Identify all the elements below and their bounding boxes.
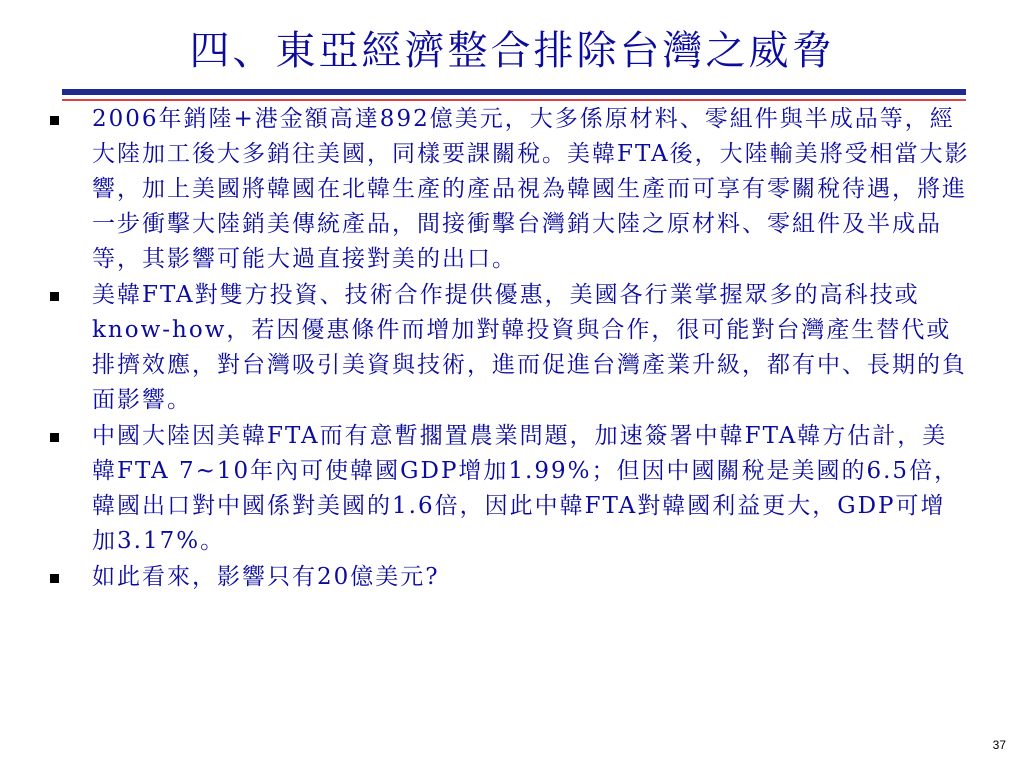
slide-title: 四、東亞經濟整合排除台灣之威脅 <box>189 28 835 74</box>
bullet-item <box>50 419 970 559</box>
bullet-item <box>50 560 970 595</box>
title-divider-thin <box>62 99 966 101</box>
square-bullet-icon <box>50 116 59 125</box>
bullet-text: 美韓FTA對雙方投資、技術合作提供優惠，美國各行業掌握眾多的高科技或know-how，若因優惠條件而增加對韓投資與合作，很可能對台灣產生替代或排擠效應，對台灣吸引美資與技術，進而促進台灣產業升級，都有中、長期的負面影響。 <box>92 282 967 413</box>
title-divider-thick <box>62 89 966 95</box>
bullet-text: 2006年銷陸+港金額高達892億美元，大多係原材料、零組件與半成品等，經大陸加工後大多銷往美國，同樣要課關稅。美韓FTA後，大陸輸美將受相當大影響，加上美國將韓國在北韓生產的產品視為韓國生產而可享有零關稅待遇，將進一步衝擊大陸銷美傳統產品，間接衝擊台灣銷大陸之原材料、零組件及半成品等，其影響可能大過直接對美的出口。 <box>92 106 970 272</box>
bullet-text: 中國大陸因美韓FTA而有意暫擱置農業問題，加速簽署中韓FTA韓方估計，美韓FTA 7~10年內可使韓國GDP增加1.99%；但因中國關稅是美國的6.5倍，韓國出口對中國係對美國的1.6倍，因此中韓FTA對韓國利益更大，GDP可增加3.17%。 <box>92 423 960 554</box>
bullet-item <box>50 102 970 277</box>
bullet-text: 如此看來，影響只有20億美元? <box>92 564 440 590</box>
page-number: 37 <box>992 738 1006 752</box>
bullet-list <box>50 102 970 596</box>
square-bullet-icon <box>50 574 59 583</box>
bullet-item <box>50 278 970 418</box>
square-bullet-icon <box>50 433 59 442</box>
square-bullet-icon <box>50 292 59 301</box>
